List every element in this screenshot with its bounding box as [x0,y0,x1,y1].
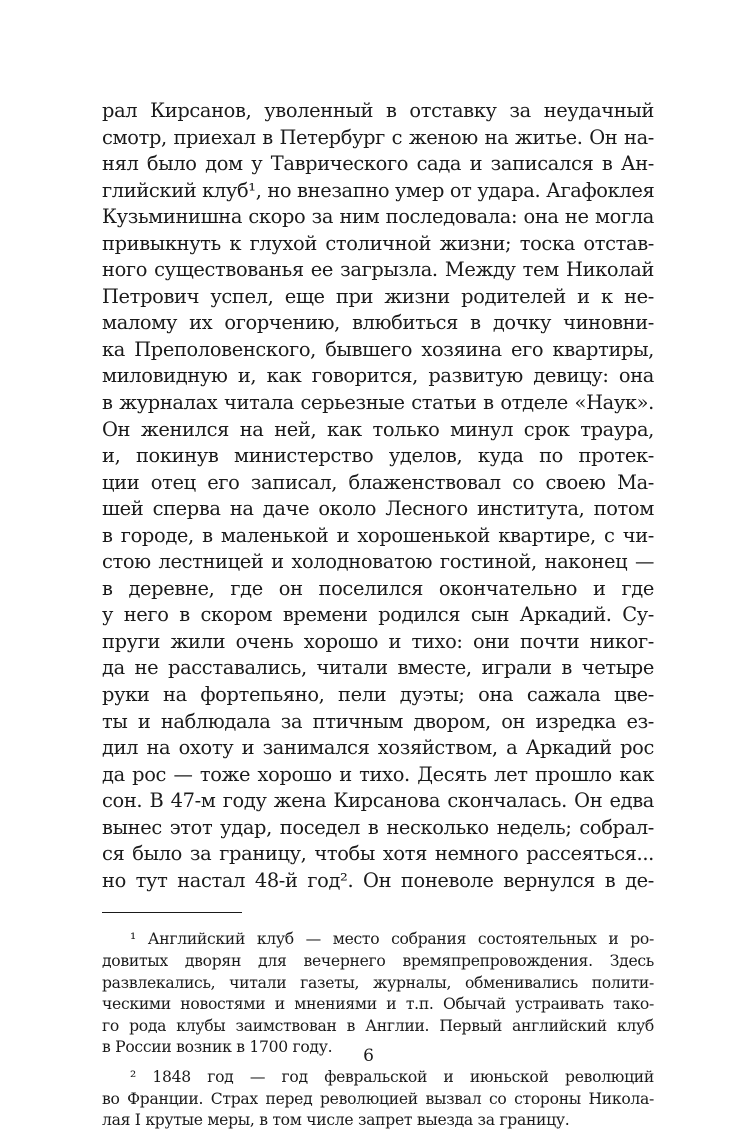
text-line: в городе, в маленькой и хорошенькой квартире, с чи- [102,523,654,547]
text-line: Он женился на ней, как только минул срок траура, [102,417,654,441]
footnote-line: го рода клубы заимствован в Англии. Первый английский клуб [102,1016,654,1035]
text-line: стою лестницей и холодноватою гостиной, наконец — [102,550,654,574]
text-line: в журналах читала серьезные статьи в отделе «Наук». [102,391,654,415]
text-line: ции отец его записал, блаженствовал со своею Ма- [102,470,654,494]
footnote-line: ческими новостями и мнениями и т.п. Обычай устраивать тако- [102,995,654,1014]
text-line: пруги жили очень хорошо и тихо: они почти никог- [102,629,654,653]
footnote-line: развлекались, читали газеты, журналы, обменивались полити- [102,973,654,992]
text-line: но тут настал 48-й год². Он поневоле вернулся в де- [102,868,654,892]
text-line: да рос — тоже хорошо и тихо. Десять лет прошло как [102,762,654,786]
text-line: у него в скором времени родился сын Аркадий. Су- [102,603,654,627]
text-line: Петрович успел, еще при жизни родителей и к не- [102,284,654,308]
text-line: и, покинув министерство уделов, куда по протек- [102,444,654,468]
text-line: рал Кирсанов, уволенный в отставку за неудачный [102,99,654,122]
footnote-line: довитых дворян для вечернего времяпрепровождения. Здесь [102,952,654,970]
text-line: дил на охоту и занимался хозяйством, а Аркадий рос [102,736,654,760]
text-line: миловидную и, как говорится, развитую девицу: она [102,364,654,388]
text-line: сон. В 47-м году жена Кирсанова скончалась. Он едва [102,789,654,813]
text-line: ка Преполовенского, бывшего хозяина его квартиры, [102,337,654,361]
footnote-line: ² 1848 год — год февральской и июньской революций [130,1067,654,1086]
text-line: малому их огорчению, влюбиться в дочку чиновни- [102,311,654,335]
main-text [102,98,654,894]
footnote-line: в России возник в 1700 году. [102,1038,333,1057]
footnote-line: ¹ Английский клуб — место собрания состоятельных и ро- [130,930,654,949]
text-line: в деревне, где он поселился окончательно и где [102,576,654,600]
text-line: вынес этот удар, поседел в несколько недель; собрал- [102,815,654,839]
text-line: Кузьминишна скоро за ним последовала: она не могла [102,205,654,229]
text-line: нял было дом у Таврического сада и записался в Ан- [102,152,654,176]
text-line: смотр, приехал в Петербург с женою на житье. Он на- [102,125,654,149]
text-line: ся было за границу, чтобы хотя немного рассеяться... [102,842,654,866]
text-line: руки на фортепьяно, пели дуэты; она сажала цве- [102,683,654,707]
footnote-divider [102,912,242,913]
text-line: глийский клуб¹, но внезапно умер от удара. Агафоклея [102,178,655,202]
text-line: привыкнуть к глухой столичной жизни; тоска отстав- [102,231,654,255]
footnote-1 [102,929,654,1059]
text-line: ного существованья ее загрызла. Между тем Николай [102,258,654,282]
text-line: шей сперва на даче около Лесного института, потом [102,497,654,521]
footnote-line: во Франции. Страх перед революцией вызвал со стороны Никола- [102,1089,654,1108]
page-number: 6 [363,1046,374,1066]
footnote-2 [102,1067,654,1132]
text-line: да не расставались, читали вместе, играли в четыре [102,656,654,680]
book-page [102,98,654,1132]
text-line: ты и наблюдала за птичным двором, он изредка ез- [102,709,654,733]
footnote-line: лая I крутые меры, в том числе запрет выезда за границу. [102,1111,570,1130]
